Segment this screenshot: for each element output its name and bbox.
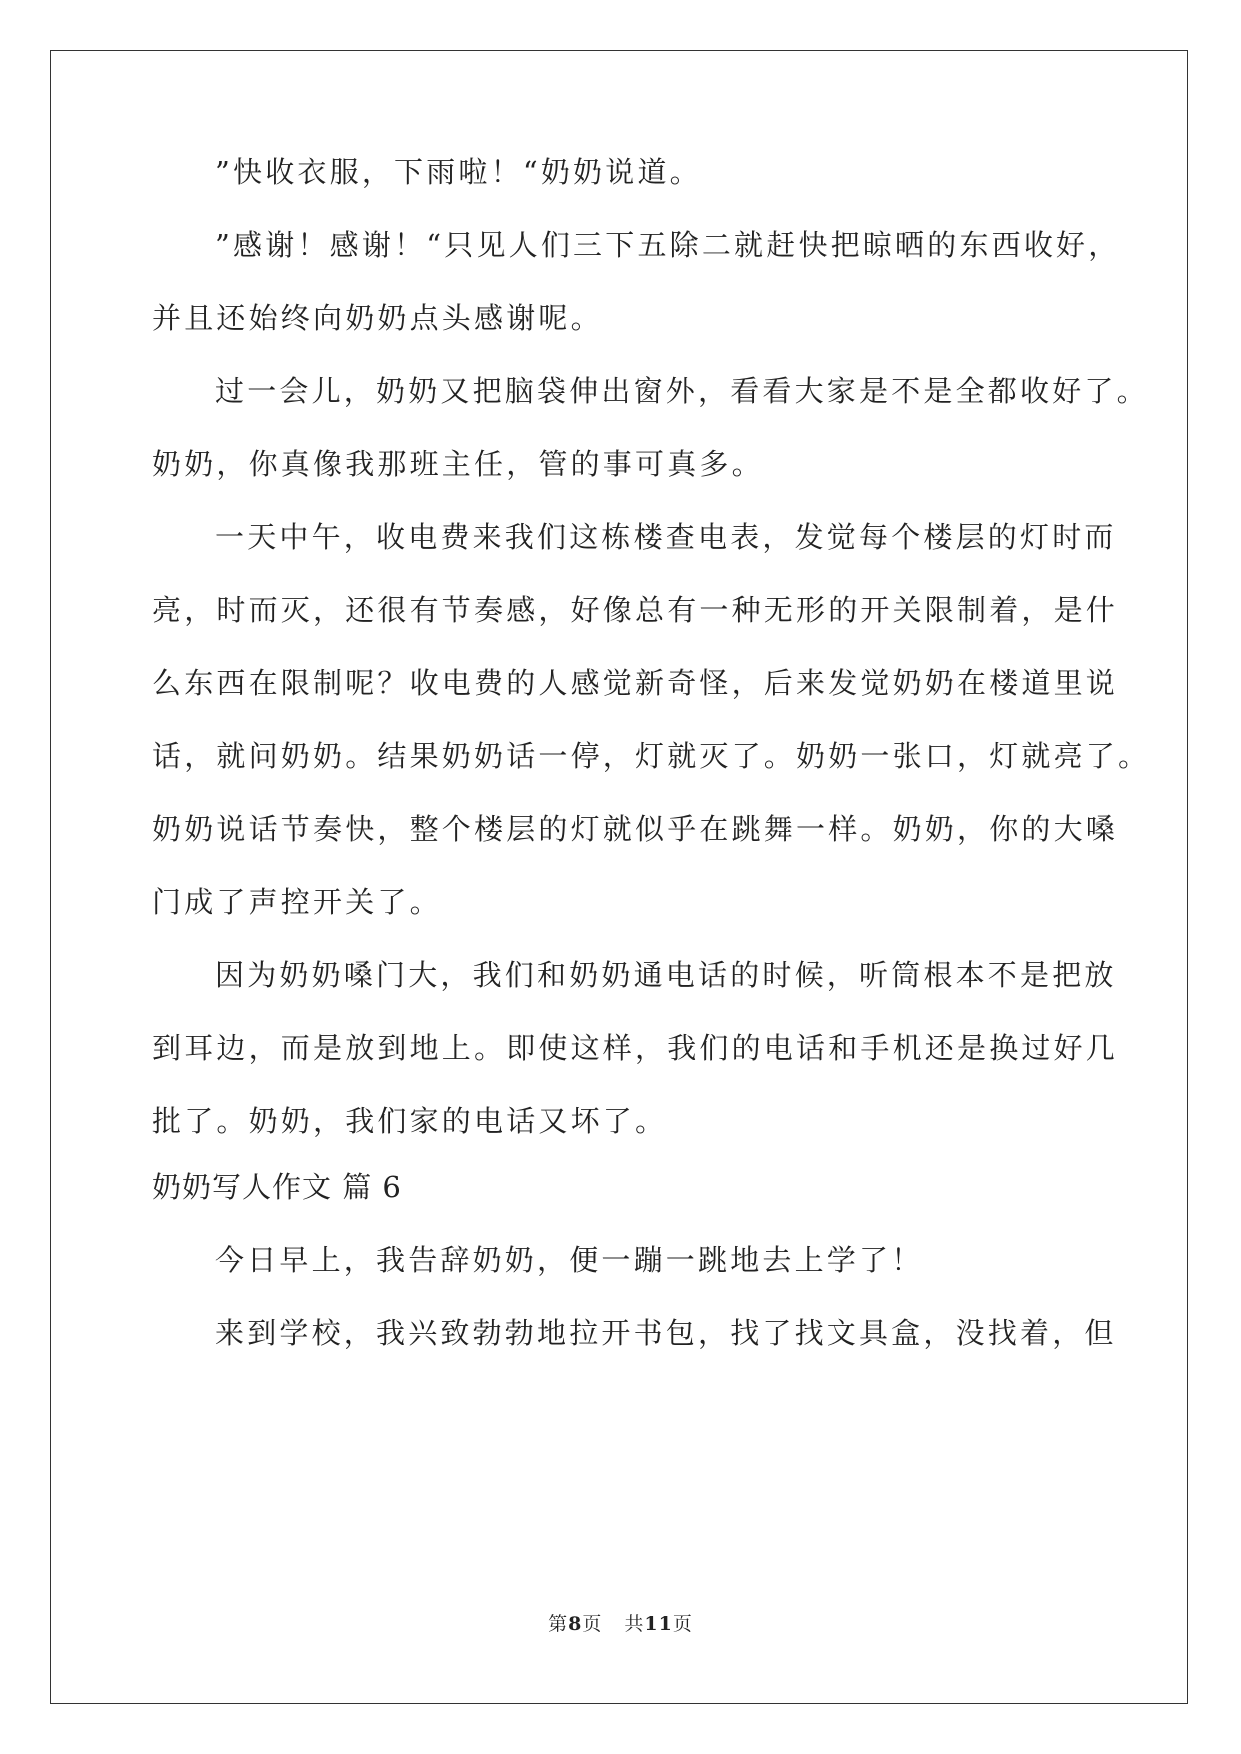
footer-total-suffix: 页: [672, 1613, 693, 1635]
paragraph-line: 话，就问奶奶。结果奶奶话一停，灯就灭了。奶奶一张口，灯就亮了。: [152, 739, 1151, 773]
page-footer: [0, 1609, 1241, 1636]
footer-page-suffix: 页: [582, 1613, 603, 1635]
section-heading: 奶奶写人作文 篇 6: [152, 1170, 402, 1204]
paragraph-line: 到耳边，而是放到地上。即使这样，我们的电话和手机还是换过好几: [152, 1031, 1119, 1065]
paragraph-line: 今日早上，我告辞奶奶，便一蹦一跳地去上学了！: [215, 1243, 924, 1277]
paragraph-line: 来到学校，我兴致勃勃地拉开书包，找了找文具盒，没找着，但: [215, 1316, 1117, 1350]
paragraph-line: 奶奶，你真像我那班主任，管的事可真多。: [152, 447, 764, 481]
paragraph-line: 过一会儿，奶奶又把脑袋伸出窗外，看看大家是不是全都收好了。: [215, 374, 1149, 408]
paragraph-line: 批了。奶奶，我们家的电话又坏了。: [152, 1104, 668, 1138]
current-page-number: 8: [568, 1613, 583, 1635]
paragraph-line: 亮，时而灭，还很有节奏感，好像总有一种无形的开关限制着，是什: [152, 593, 1119, 627]
paragraph-line: ”感谢！感谢！“只见人们三下五除二就赶快把晾晒的东西收好，: [215, 228, 1121, 262]
footer-prefix: 第: [548, 1613, 569, 1635]
paragraph-line: 并且还始终向奶奶点头感谢呢。: [152, 301, 603, 335]
total-pages-number: 11: [644, 1613, 673, 1635]
paragraph-line: 一天中午，收电费来我们这栋楼查电表，发觉每个楼层的灯时而: [215, 520, 1117, 554]
page-border: [50, 50, 1188, 1704]
paragraph-line: 因为奶奶嗓门大，我们和奶奶通电话的时候，听筒根本不是把放: [215, 958, 1117, 992]
paragraph-line: ”快收衣服，下雨啦！“奶奶说道。: [215, 155, 702, 189]
paragraph-line: 奶奶说话节奏快，整个楼层的灯就似乎在跳舞一样。奶奶，你的大嗓: [152, 812, 1119, 846]
paragraph-line: 么东西在限制呢？收电费的人感觉新奇怪，后来发觉奶奶在楼道里说: [152, 666, 1119, 700]
paragraph-line: 门成了声控开关了。: [152, 885, 442, 919]
footer-total-prefix: 共: [624, 1613, 645, 1635]
